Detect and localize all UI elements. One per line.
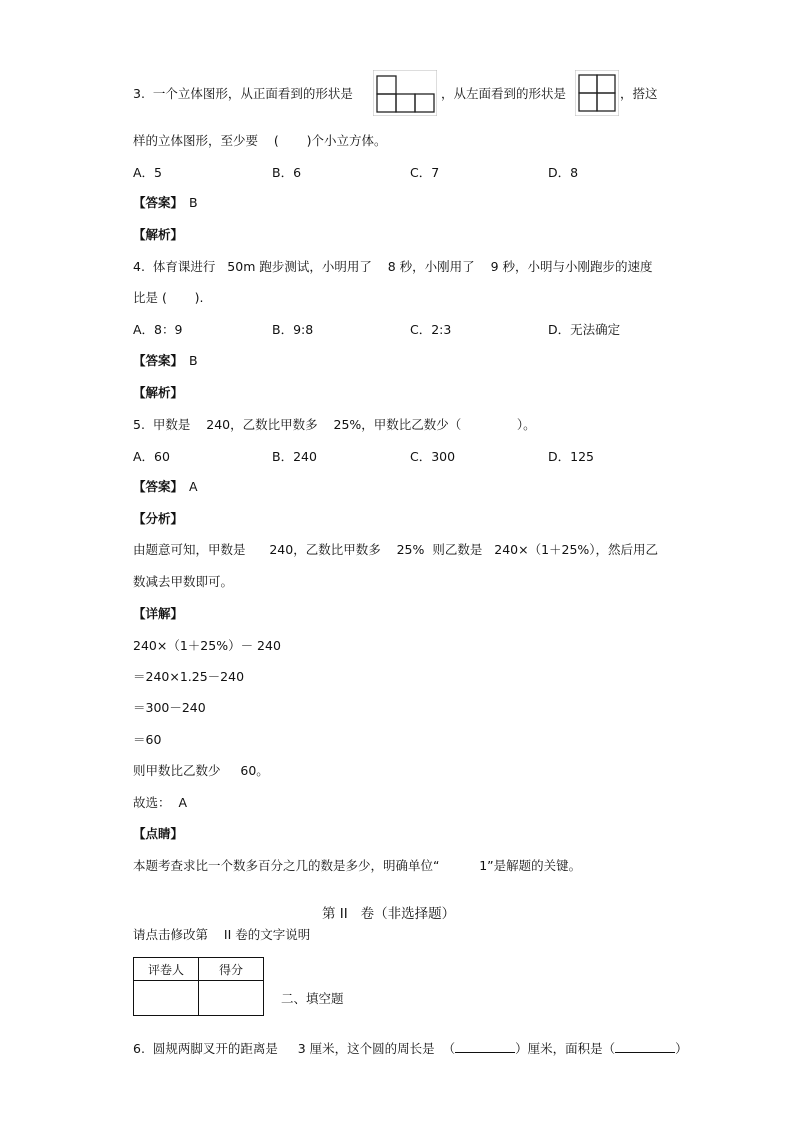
grader-score-table xyxy=(133,957,264,1016)
q5-detail-label: 【详解】 xyxy=(133,606,184,621)
table-header-score: 得分 xyxy=(199,958,264,981)
q5-option-b: B．240 xyxy=(272,449,317,464)
q6-stem xyxy=(133,1040,688,1057)
section2-title: 第 II 卷（非选择题） xyxy=(322,906,456,922)
q5-step-3: ＝300－240 xyxy=(133,700,206,715)
q6-stem-part-a: 6. 圆规两脚叉开的距离是 3 厘米，这个圆的周长是 （ xyxy=(133,1041,456,1056)
q4-option-d: D．无法确定 xyxy=(548,322,621,337)
q3-stem-line2: 样的立体图形，至少要 ( )个小立方体。 xyxy=(133,133,387,148)
q5-choice: 故选： A xyxy=(133,795,187,810)
q6-stem-part-c: ） xyxy=(675,1041,688,1056)
q5-step-4: ＝60 xyxy=(133,732,162,747)
q3-left-view-figure xyxy=(575,70,619,116)
q4-stem-line2: 比是 ( ). xyxy=(133,290,204,305)
q5-option-c: C．300 xyxy=(410,449,456,464)
table-cell-score-empty xyxy=(199,981,264,1016)
q5-comment: 本题考查求比一个数多百分之几的数是多少，明确单位“ 1”是解题的关键。 xyxy=(133,858,582,873)
q4-option-b: B．9:8 xyxy=(272,322,314,337)
q5-answer-value: A xyxy=(189,479,198,494)
q4-option-a: A．8：9 xyxy=(133,322,183,337)
q5-fenxi-line1: 由题意可知，甲数是 240，乙数比甲数多 25% 则乙数是 240×（1＋25%），然后用乙 xyxy=(133,542,659,557)
q5-option-a: A．60 xyxy=(133,449,170,464)
q5-conclusion: 则甲数比乙数少 60。 xyxy=(133,763,269,778)
q3-option-d: D．8 xyxy=(548,165,579,180)
q6-blank-circumference[interactable] xyxy=(455,1040,515,1053)
q4-answer-value: B xyxy=(189,353,198,368)
q4-answer-label: 【答案】 xyxy=(133,353,184,368)
q3-stem-part2: ，从左面看到的形状是 xyxy=(441,86,567,101)
q3-option-a: A．5 xyxy=(133,165,163,180)
q3-stem-part3: ，搭这 xyxy=(620,86,658,101)
q3-answer-value: B xyxy=(189,195,198,210)
q3-answer-label: 【答案】 xyxy=(133,195,184,210)
section2-heading: 二、填空题 xyxy=(281,991,344,1006)
q5-answer-label: 【答案】 xyxy=(133,479,184,494)
section2-note: 请点击修改第 II 卷的文字说明 xyxy=(133,927,311,942)
q4-stem-line1: 4. 体育课进行 50m 跑步测试，小明用了 8 秒，小刚用了 9 秒，小明与小刚跑步的速度 xyxy=(133,259,653,274)
q6-blank-area[interactable] xyxy=(615,1040,675,1053)
q5-fenxi-line2: 数减去甲数即可。 xyxy=(133,574,234,589)
q3-option-c: C．7 xyxy=(410,165,440,180)
q4-option-c: C．2:3 xyxy=(410,322,452,337)
q5-option-d: D．125 xyxy=(548,449,594,464)
q5-comment-label: 【点睛】 xyxy=(133,826,184,841)
q5-step-2: ＝240×1.25－240 xyxy=(133,669,245,684)
q3-front-view-figure xyxy=(373,70,437,116)
table-cell-grader-empty xyxy=(134,981,199,1016)
q5-step-1: 240×（1＋25%）－ 240 xyxy=(133,638,281,653)
q3-option-b: B．6 xyxy=(272,165,302,180)
q5-stem: 5. 甲数是 240，乙数比甲数多 25%，甲数比乙数少（ ）。 xyxy=(133,417,536,432)
q3-analysis-label: 【解析】 xyxy=(133,227,184,242)
q3-stem-part1: 3. 一个立体图形，从正面看到的形状是 xyxy=(133,86,353,101)
q4-analysis-label: 【解析】 xyxy=(133,385,184,400)
table-header-grader: 评卷人 xyxy=(134,958,199,981)
q5-fenxi-label: 【分析】 xyxy=(133,511,184,526)
q6-stem-part-b: ）厘米，面积是（ xyxy=(515,1041,616,1056)
